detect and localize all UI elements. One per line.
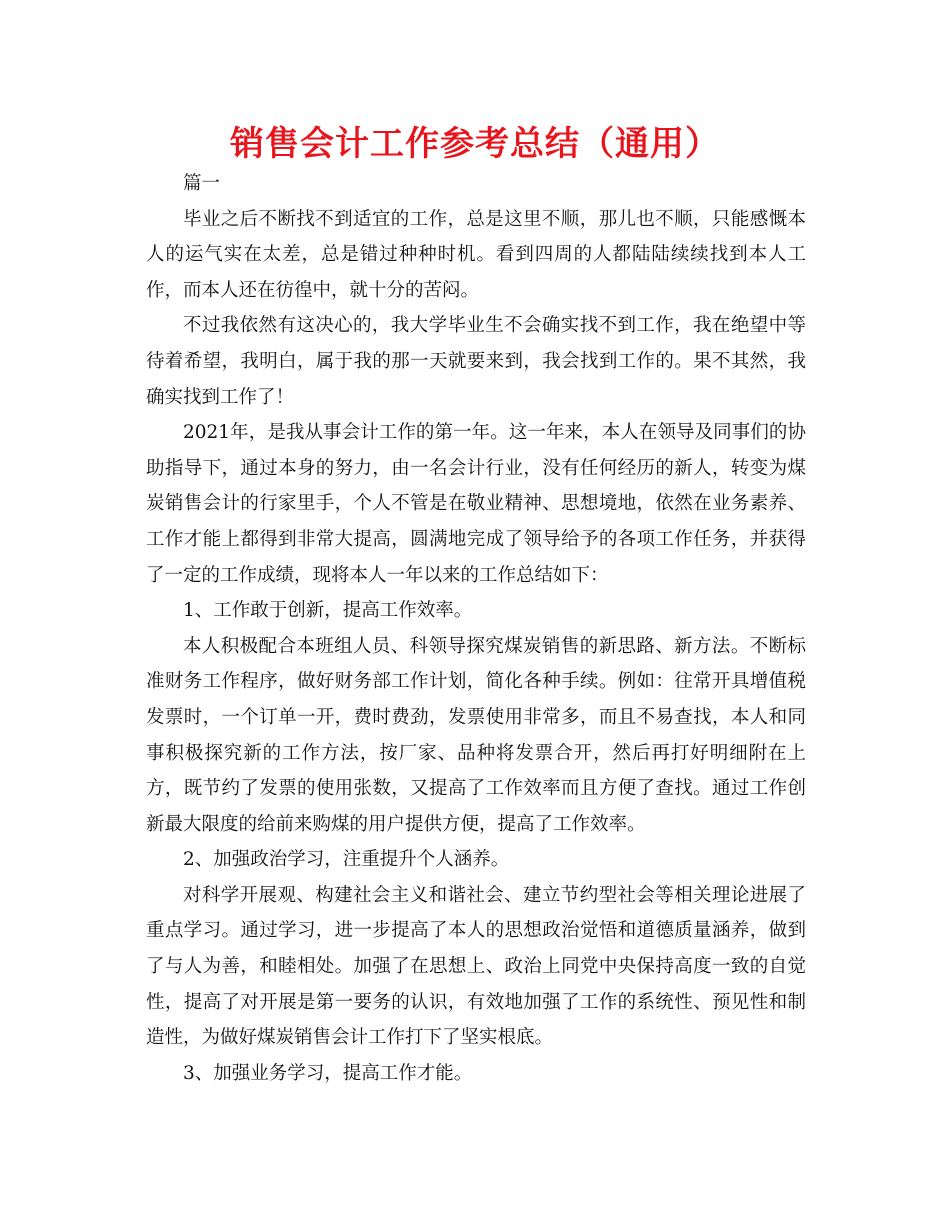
document-body	[146, 166, 806, 1091]
paragraph: 不过我依然有这决心的，我大学毕业生不会确实找不到工作，我在绝望中等待着希望，我明白，属于我的那一天就要来到，我会找到工作的。果不其然，我确实找到工作了！	[146, 315, 806, 408]
section-heading: 篇一	[183, 173, 221, 194]
paragraph: 毕业之后不断找不到适宜的工作，总是这里不顺，那儿也不顺，只能感慨本人的运气实在太差，总是错过种种时机。看到四周的人都陆陆续续找到本人工作，而本人还在彷徨中，就十分的苦闷。	[146, 208, 806, 301]
paragraph: 对科学开展观、构建社会主义和谐社会、建立节约型社会等相关理论进展了重点学习。通过学习，进一步提高了本人的思想政治觉悟和道德质量涵养，做到了与人为善，和睦相处。加强了在思想上、政治上同党中央保持高度一致的自觉性，提高了对开展是第一要务的认识，有效地加强了工作的系统性、预见性和制造性，为做好煤炭销售会计工作打下了坚实根底。	[146, 884, 806, 1049]
list-heading: 2、加强政治学习，注重提升个人涵养。	[183, 849, 510, 871]
list-heading: 1、工作敢于创新，提高工作效率。	[183, 600, 473, 622]
paragraph: 2021年，是我从事会计工作的第一年。这一年来，本人在领导及同事们的协助指导下，通过本身的努力，由一名会计行业，没有任何经历的新人，转变为煤炭销售会计的行家里手，个人不管是在敬业精神、思想境地，依然在业务素养、工作才能上都得到非常大提高，圆满地完成了领导给予的各项工作任务，并获得了一定的工作成绩，现将本人一年以来的工作总结如下：	[146, 422, 806, 586]
list-heading: 3、加强业务学习，提高工作才能。	[183, 1062, 473, 1084]
document-title: 销售会计工作参考总结（通用）	[230, 124, 720, 164]
paragraph: 本人积极配合本班组人员、科领导探究煤炭销售的新思路、新方法。不断标准财务工作程序，做好财务部工作计划，简化各种手续。例如：往常开具增值税发票时，一个订单一开，费时费劲，发票使用非常多，而且不易查找，本人和同事积极探究新的工作方法，按厂家、品种将发票合开，然后再打好明细附在上方，既节约了发票的使用张数，又提高了工作效率而且方便了查找。通过工作创新最大限度的给前来购煤的用户提供方便，提高了工作效率。	[146, 635, 806, 835]
